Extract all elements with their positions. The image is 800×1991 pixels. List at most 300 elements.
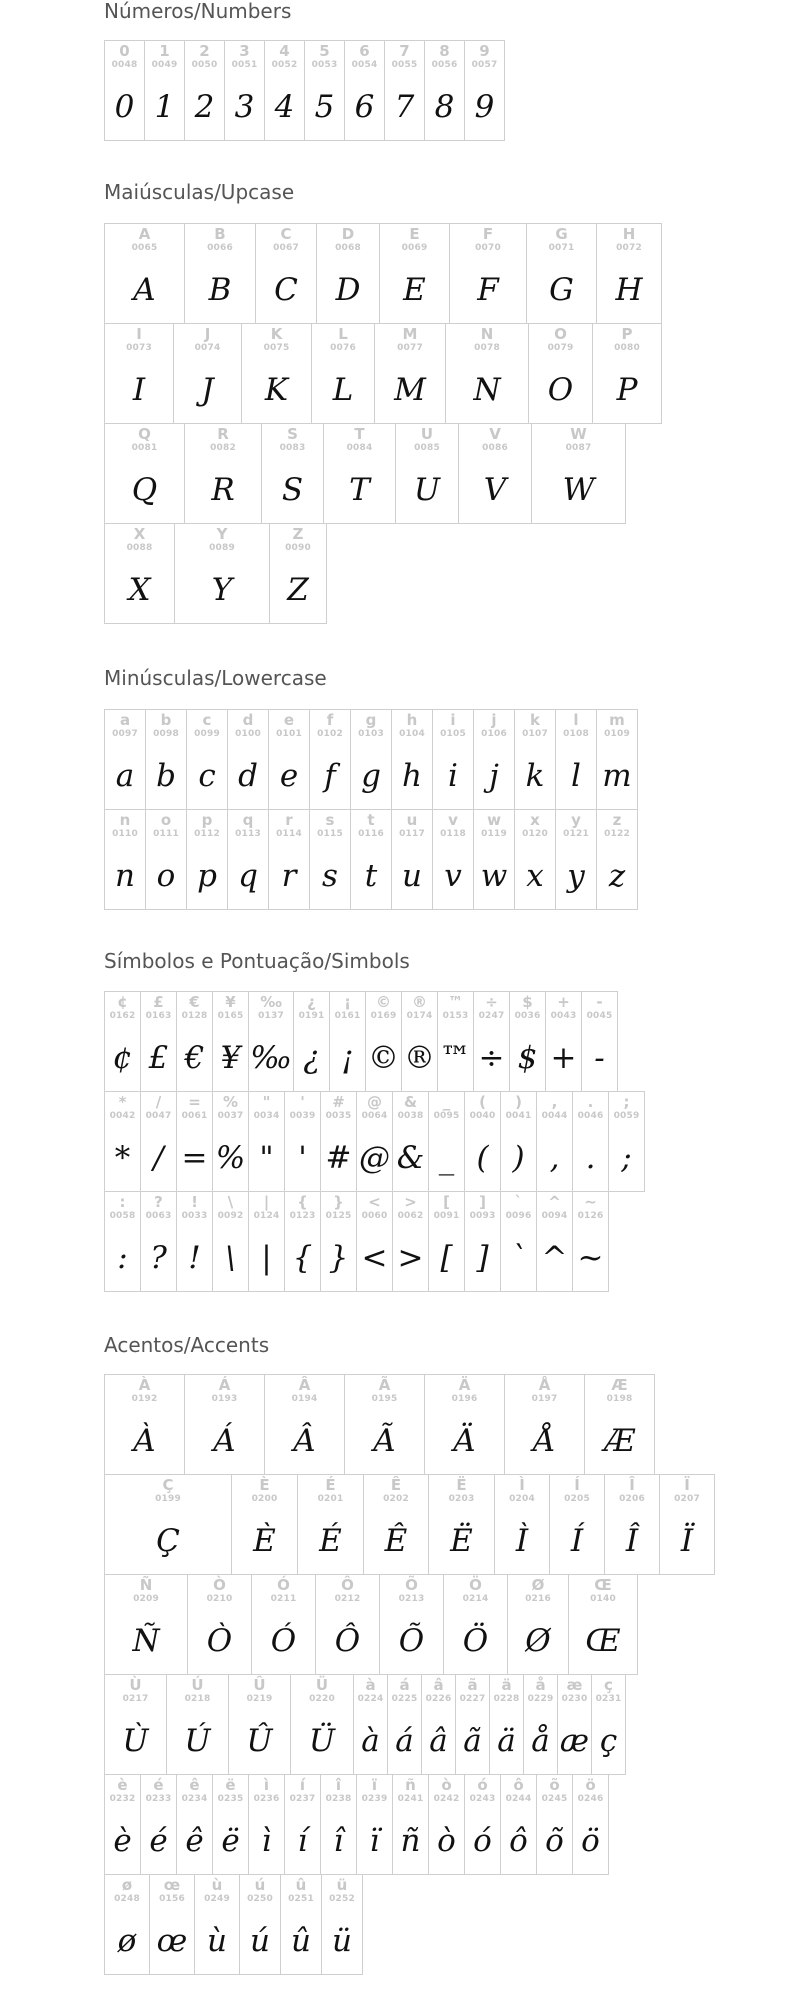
glyph-char-label: + xyxy=(557,993,570,1011)
glyph-sample: ë xyxy=(221,1822,240,1859)
glyph-code-label: 0252 xyxy=(329,1894,355,1904)
glyph-char-label: | xyxy=(263,1193,270,1211)
glyph-cell-0088 xyxy=(104,523,175,624)
glyph-sample: x xyxy=(526,857,544,894)
glyph-char-label: Ã xyxy=(378,1376,391,1394)
glyph-code-label: 0247 xyxy=(478,1011,505,1021)
glyph-char-label: < xyxy=(368,1193,381,1211)
glyph-code-label: 0213 xyxy=(398,1594,425,1604)
glyph-sample: æ xyxy=(559,1722,590,1759)
glyph-code-label: 0047 xyxy=(145,1111,172,1121)
glyph-cell-0037 xyxy=(212,1091,249,1192)
glyph-code-label: 0100 xyxy=(235,729,261,739)
glyph-code-label: 0195 xyxy=(371,1394,398,1404)
glyph-sample: Å xyxy=(533,1422,556,1459)
glyph-code-label: 0107 xyxy=(522,729,548,739)
glyph-sample: [ xyxy=(440,1239,453,1276)
glyph-cell-0099 xyxy=(186,709,228,810)
glyph-code-label: 0169 xyxy=(370,1011,397,1021)
glyph-sample: £ xyxy=(148,1039,169,1076)
glyph-cell-0174 xyxy=(401,991,438,1092)
glyph-char-label: Æ xyxy=(611,1376,628,1394)
glyph-row xyxy=(104,323,662,424)
glyph-cell-0227 xyxy=(455,1674,490,1775)
glyph-cell-0082 xyxy=(184,423,262,524)
glyph-cell-0076 xyxy=(311,323,375,424)
glyph-cell-0119 xyxy=(473,809,515,910)
glyph-cell-0192 xyxy=(104,1374,185,1475)
glyph-char-label: . xyxy=(587,1093,594,1111)
glyph-sample: å xyxy=(531,1722,550,1759)
glyph-char-label: X xyxy=(133,525,146,543)
glyph-cell-0196 xyxy=(424,1374,505,1475)
glyph-cell-0243 xyxy=(464,1774,501,1875)
glyph-char-label: ¿ xyxy=(307,993,316,1011)
glyph-char-label: g xyxy=(365,711,377,729)
glyph-char-label: b xyxy=(160,711,172,729)
glyph-char-label: 0 xyxy=(119,42,130,60)
glyph-char-label: Ü xyxy=(315,1676,329,1694)
glyph-cell-0203 xyxy=(428,1474,495,1575)
glyph-sample: V xyxy=(483,471,507,508)
glyph-code-label: 0126 xyxy=(577,1211,604,1221)
glyph-sample: 6 xyxy=(354,88,375,125)
glyph-char-label: Û xyxy=(253,1676,266,1694)
glyph-row xyxy=(104,40,505,141)
glyph-sample: ¥ xyxy=(220,1039,241,1076)
glyph-sample: Ã xyxy=(373,1422,396,1459)
section-title-lowercase: Minúsculas/Lowercase xyxy=(104,666,327,690)
glyph-sample: t xyxy=(364,857,378,894)
glyph-char-label: ¢ xyxy=(117,993,128,1011)
glyph-sample: p xyxy=(197,857,217,894)
glyph-code-label: 0063 xyxy=(145,1211,172,1221)
glyph-sample: ( xyxy=(476,1139,489,1176)
glyph-code-label: 0088 xyxy=(126,543,153,553)
glyph-code-label: 0097 xyxy=(112,729,138,739)
glyph-sample: Ò xyxy=(206,1622,233,1659)
glyph-code-label: 0093 xyxy=(469,1211,496,1221)
glyph-char-label: - xyxy=(596,993,603,1011)
glyph-sample: G xyxy=(549,271,574,308)
glyph-char-label: : xyxy=(119,1193,126,1211)
glyph-char-label: ö xyxy=(585,1776,596,1794)
glyph-sample: ï xyxy=(369,1822,380,1859)
glyph-cell-0046 xyxy=(572,1091,609,1192)
glyph-cell-0062 xyxy=(392,1191,429,1292)
glyph-sample: } xyxy=(328,1239,349,1276)
glyph-char-label: Ö xyxy=(469,1576,482,1594)
glyph-char-label: d xyxy=(242,711,254,729)
glyph-cell-0079 xyxy=(528,323,593,424)
glyph-cell-0045 xyxy=(581,991,618,1092)
glyph-char-label: ‰ xyxy=(260,993,282,1011)
glyph-cell-0034 xyxy=(248,1091,285,1192)
glyph-cell-0111 xyxy=(145,809,187,910)
glyph-sample: a xyxy=(115,757,135,794)
glyph-cell-0074 xyxy=(173,323,242,424)
glyph-cell-0239 xyxy=(356,1774,393,1875)
glyph-cell-0123 xyxy=(284,1191,321,1292)
glyph-char-label: 5 xyxy=(319,42,330,60)
glyph-code-label: 0083 xyxy=(279,443,306,453)
glyph-char-label: y xyxy=(571,811,581,829)
glyph-char-label: È xyxy=(259,1476,270,1494)
glyph-char-label: u xyxy=(406,811,418,829)
glyph-code-label: 0039 xyxy=(289,1111,316,1121)
glyph-char-label: k xyxy=(530,711,540,729)
glyph-code-label: 0114 xyxy=(276,829,302,839)
glyph-cell-0249 xyxy=(194,1874,240,1975)
glyph-code-label: 0095 xyxy=(433,1111,460,1121)
glyph-sample: A xyxy=(133,271,156,308)
glyph-sample: 3 xyxy=(234,88,255,125)
glyph-sample: # xyxy=(325,1139,352,1176)
glyph-code-label: 0251 xyxy=(288,1894,314,1904)
glyph-sample: < xyxy=(361,1239,388,1276)
glyph-char-label: P xyxy=(621,325,633,343)
glyph-sample: . xyxy=(585,1139,596,1176)
glyph-sample: q xyxy=(238,857,258,894)
glyph-sample: C xyxy=(274,271,298,308)
glyph-char-label: l xyxy=(573,711,579,729)
glyph-code-label: 0202 xyxy=(383,1494,409,1504)
glyph-cell-0156 xyxy=(149,1874,195,1975)
glyph-sample: 8 xyxy=(434,88,455,125)
glyph-char-label: Â xyxy=(298,1376,311,1394)
glyph-char-label: n xyxy=(119,811,131,829)
glyph-code-label: 0124 xyxy=(253,1211,280,1221)
glyph-sample: ä xyxy=(497,1722,516,1759)
glyph-char-label: j xyxy=(491,711,497,729)
glyph-row xyxy=(104,1091,645,1192)
glyph-code-label: 0209 xyxy=(133,1594,159,1604)
glyph-char-label: É xyxy=(325,1476,336,1494)
glyph-sample: " xyxy=(259,1139,274,1176)
glyph-cell-0226 xyxy=(421,1674,456,1775)
glyph-sample: ~ xyxy=(577,1239,604,1276)
glyph-sample: / xyxy=(153,1139,164,1176)
glyph-code-label: 0250 xyxy=(247,1894,273,1904)
glyph-sample: û xyxy=(291,1922,311,1959)
glyph-code-label: 0117 xyxy=(399,829,425,839)
glyph-code-label: 0113 xyxy=(235,829,261,839)
glyph-char-label: ¥ xyxy=(225,993,236,1011)
glyph-char-label: Y xyxy=(216,525,228,543)
glyph-char-label: Ä xyxy=(458,1376,471,1394)
glyph-code-label: 0102 xyxy=(317,729,343,739)
glyph-cell-0197 xyxy=(504,1374,585,1475)
glyph-char-label: w xyxy=(487,811,501,829)
glyph-sample: ó xyxy=(473,1822,492,1859)
glyph-code-label: 0105 xyxy=(440,729,466,739)
glyph-char-label: { xyxy=(297,1193,308,1211)
glyph-cell-0118 xyxy=(432,809,474,910)
glyph-sample: 2 xyxy=(194,88,215,125)
glyph-sample: v xyxy=(444,857,462,894)
glyph-code-label: 0200 xyxy=(251,1494,278,1504)
glyph-code-label: 0235 xyxy=(217,1794,244,1804)
glyph-char-label: Ç xyxy=(162,1476,174,1494)
glyph-cell-0090 xyxy=(269,523,327,624)
glyph-char-label: Ú xyxy=(191,1676,204,1694)
glyph-cell-0241 xyxy=(392,1774,429,1875)
glyph-cell-0065 xyxy=(104,223,185,324)
glyph-sample: 4 xyxy=(274,88,295,125)
glyph-sample: | xyxy=(261,1239,272,1276)
glyph-char-label: ! xyxy=(191,1193,198,1211)
glyph-sample: h xyxy=(402,757,422,794)
glyph-char-label: 3 xyxy=(239,42,250,60)
glyph-code-label: 0042 xyxy=(109,1111,136,1121)
glyph-sample: è xyxy=(113,1822,132,1859)
glyph-char-label: ì xyxy=(263,1776,270,1794)
glyph-code-label: 0212 xyxy=(334,1594,361,1604)
glyph-char-label: Å xyxy=(538,1376,551,1394)
glyph-sample: R xyxy=(211,471,235,508)
glyph-code-label: 0161 xyxy=(334,1011,361,1021)
glyph-char-label: O xyxy=(554,325,567,343)
glyph-code-label: 0038 xyxy=(397,1111,424,1121)
glyph-sample: I xyxy=(132,371,146,408)
glyph-sample: É xyxy=(319,1522,342,1559)
glyph-cell-0209 xyxy=(104,1574,188,1675)
glyph-code-label: 0198 xyxy=(606,1394,633,1404)
glyph-sample: ` xyxy=(510,1239,527,1276)
glyph-code-label: 0242 xyxy=(433,1794,460,1804)
glyph-sample: k xyxy=(525,757,545,794)
glyph-char-label: á xyxy=(399,1676,410,1694)
glyph-char-label: ã xyxy=(467,1676,478,1694)
glyph-cell-0087 xyxy=(531,423,626,524)
glyph-code-label: 0111 xyxy=(153,829,179,839)
glyph-cell-0056 xyxy=(424,40,465,141)
glyph-code-label: 0191 xyxy=(298,1011,325,1021)
glyph-sample: ò xyxy=(437,1822,456,1859)
glyph-cell-0121 xyxy=(555,809,597,910)
glyph-cell-0102 xyxy=(309,709,351,810)
glyph-cell-0106 xyxy=(473,709,515,810)
glyph-sample: w xyxy=(480,857,508,894)
glyph-cell-0217 xyxy=(104,1674,167,1775)
glyph-char-label: K xyxy=(270,325,283,343)
glyph-sample: Î xyxy=(625,1522,639,1559)
glyph-code-label: 0119 xyxy=(481,829,507,839)
glyph-char-label: U xyxy=(420,425,434,443)
glyph-code-label: 0249 xyxy=(204,1894,230,1904)
glyph-grid-symbols xyxy=(104,991,645,1292)
glyph-char-label: m xyxy=(609,711,625,729)
glyph-cell-0224 xyxy=(353,1674,388,1775)
glyph-sample: P xyxy=(616,371,638,408)
glyph-sample: ) xyxy=(512,1139,525,1176)
glyph-code-label: 0101 xyxy=(276,729,302,739)
glyph-char-label: \ xyxy=(227,1193,234,1211)
glyph-char-label: ü xyxy=(336,1876,348,1894)
glyph-cell-0040 xyxy=(464,1091,501,1192)
glyph-cell-0112 xyxy=(186,809,228,910)
glyph-cell-0204 xyxy=(494,1474,550,1575)
glyph-code-label: 0049 xyxy=(151,60,178,70)
glyph-sample: r xyxy=(281,857,297,894)
glyph-char-label: i xyxy=(450,711,456,729)
glyph-char-label: Ë xyxy=(456,1476,467,1494)
glyph-char-label: î xyxy=(335,1776,342,1794)
glyph-char-label: e xyxy=(283,711,295,729)
glyph-code-label: 0086 xyxy=(482,443,508,453)
glyph-cell-0201 xyxy=(297,1474,364,1575)
glyph-code-label: 0069 xyxy=(401,243,428,253)
glyph-cell-0236 xyxy=(248,1774,285,1875)
glyph-char-label: Á xyxy=(218,1376,231,1394)
glyph-cell-0061 xyxy=(176,1091,213,1192)
glyph-sample: L xyxy=(332,371,354,408)
glyph-char-label: ' xyxy=(300,1093,305,1111)
glyph-code-label: 0052 xyxy=(271,60,298,70)
glyph-char-label: q xyxy=(242,811,254,829)
glyph-cell-0244 xyxy=(500,1774,537,1875)
glyph-cell-0120 xyxy=(514,809,556,910)
glyph-char-label: ™ xyxy=(448,993,463,1011)
glyph-cell-0251 xyxy=(280,1874,322,1975)
glyph-sample: U xyxy=(413,471,441,508)
glyph-cell-0071 xyxy=(526,223,597,324)
glyph-sample: î xyxy=(333,1822,344,1859)
glyph-code-label: 0243 xyxy=(469,1794,496,1804)
glyph-char-label: r xyxy=(285,811,293,829)
glyph-char-label: W xyxy=(570,425,587,443)
glyph-cell-0055 xyxy=(384,40,425,141)
glyph-cell-0044 xyxy=(536,1091,573,1192)
glyph-code-label: 0218 xyxy=(184,1694,211,1704)
glyph-code-label: 0192 xyxy=(131,1394,158,1404)
glyph-code-label: 0037 xyxy=(217,1111,244,1121)
glyph-code-label: 0035 xyxy=(325,1111,352,1121)
glyph-char-label: S xyxy=(287,425,298,443)
glyph-cell-0047 xyxy=(140,1091,177,1192)
glyph-code-label: 0053 xyxy=(311,60,338,70)
glyph-char-label: € xyxy=(189,993,200,1011)
glyph-char-label: 4 xyxy=(279,42,290,60)
glyph-sample: 1 xyxy=(154,88,175,125)
glyph-char-label: D xyxy=(341,225,355,243)
glyph-sample: { xyxy=(292,1239,313,1276)
glyph-sample: Ñ xyxy=(132,1622,160,1659)
glyph-code-label: 0196 xyxy=(451,1394,478,1404)
glyph-sample: W xyxy=(562,471,595,508)
glyph-sample: H xyxy=(615,271,643,308)
glyph-code-label: 0048 xyxy=(111,60,138,70)
glyph-char-label: ; xyxy=(623,1093,630,1111)
glyph-cell-0205 xyxy=(549,1474,605,1575)
glyph-cell-0113 xyxy=(227,809,269,910)
glyph-sample: ¿ xyxy=(303,1039,320,1076)
glyph-sample: ã xyxy=(463,1722,482,1759)
glyph-cell-0039 xyxy=(284,1091,321,1192)
glyph-code-label: 0051 xyxy=(231,60,258,70)
glyph-cell-0048 xyxy=(104,40,145,141)
glyph-code-label: 0118 xyxy=(440,829,466,839)
glyph-char-label: õ xyxy=(549,1776,560,1794)
glyph-cell-0052 xyxy=(264,40,305,141)
glyph-char-label: $ xyxy=(522,993,533,1011)
glyph-cell-0248 xyxy=(104,1874,150,1975)
glyph-cell-0051 xyxy=(224,40,265,141)
glyph-cell-0072 xyxy=(596,223,662,324)
glyph-sample: Q xyxy=(131,471,158,508)
glyph-sample: > xyxy=(397,1239,424,1276)
glyph-char-label: Õ xyxy=(405,1576,418,1594)
glyph-cell-0245 xyxy=(536,1774,573,1875)
glyph-sample: 9 xyxy=(474,88,495,125)
glyph-code-label: 0237 xyxy=(289,1794,316,1804)
glyph-code-label: 0110 xyxy=(112,829,138,839)
glyph-sample: Y xyxy=(211,571,233,608)
glyph-code-label: 0044 xyxy=(541,1111,568,1121)
glyph-char-label: & xyxy=(403,1093,418,1111)
glyph-cell-0161 xyxy=(329,991,366,1092)
glyph-sample: - xyxy=(594,1039,605,1076)
glyph-char-label: J xyxy=(204,325,211,343)
glyph-char-label: F xyxy=(482,225,494,243)
glyph-cell-0229 xyxy=(523,1674,558,1775)
glyph-cell-0041 xyxy=(500,1091,537,1192)
glyph-sample: Ü xyxy=(308,1722,336,1759)
glyph-code-label: 0068 xyxy=(335,243,361,253)
glyph-code-label: 0080 xyxy=(614,343,640,353)
glyph-cell-0083 xyxy=(261,423,324,524)
glyph-code-label: 0064 xyxy=(361,1111,388,1121)
glyph-cell-0169 xyxy=(365,991,402,1092)
glyph-cell-0043 xyxy=(545,991,582,1092)
glyph-code-label: 0081 xyxy=(131,443,158,453)
glyph-char-label: L xyxy=(338,325,348,343)
glyph-sample: + xyxy=(550,1039,577,1076)
glyph-cell-0230 xyxy=(557,1674,592,1775)
glyph-sample: ü xyxy=(332,1922,352,1959)
glyph-row xyxy=(104,423,662,524)
glyph-cell-0073 xyxy=(104,323,174,424)
glyph-code-label: 0112 xyxy=(194,829,220,839)
glyph-cell-0195 xyxy=(344,1374,425,1475)
glyph-cell-0220 xyxy=(290,1674,354,1775)
glyph-sample: u xyxy=(402,857,422,894)
glyph-sample: Ù xyxy=(122,1722,149,1759)
glyph-cell-0199 xyxy=(104,1474,232,1575)
glyph-char-label: ô xyxy=(513,1776,524,1794)
glyph-char-label: Ï xyxy=(684,1476,690,1494)
glyph-char-label: À xyxy=(138,1376,151,1394)
glyph-char-label: s xyxy=(325,811,335,829)
glyph-char-label: B xyxy=(214,225,226,243)
glyph-code-label: 0067 xyxy=(273,243,299,253)
glyph-row xyxy=(104,991,645,1092)
glyph-sample: z xyxy=(608,857,626,894)
glyph-cell-0078 xyxy=(445,323,529,424)
glyph-cell-0228 xyxy=(489,1674,524,1775)
glyph-cell-0214 xyxy=(443,1574,508,1675)
glyph-char-label: 2 xyxy=(199,42,210,60)
glyph-code-label: 0233 xyxy=(145,1794,172,1804)
glyph-sample: ô xyxy=(509,1822,528,1859)
glyph-cell-0077 xyxy=(374,323,446,424)
glyph-char-label: é xyxy=(153,1776,164,1794)
glyph-code-label: 0062 xyxy=(397,1211,424,1221)
glyph-sample: X xyxy=(128,571,151,608)
glyph-cell-0162 xyxy=(104,991,141,1092)
glyph-cell-0128 xyxy=(176,991,213,1092)
glyph-code-label: 0156 xyxy=(159,1894,185,1904)
